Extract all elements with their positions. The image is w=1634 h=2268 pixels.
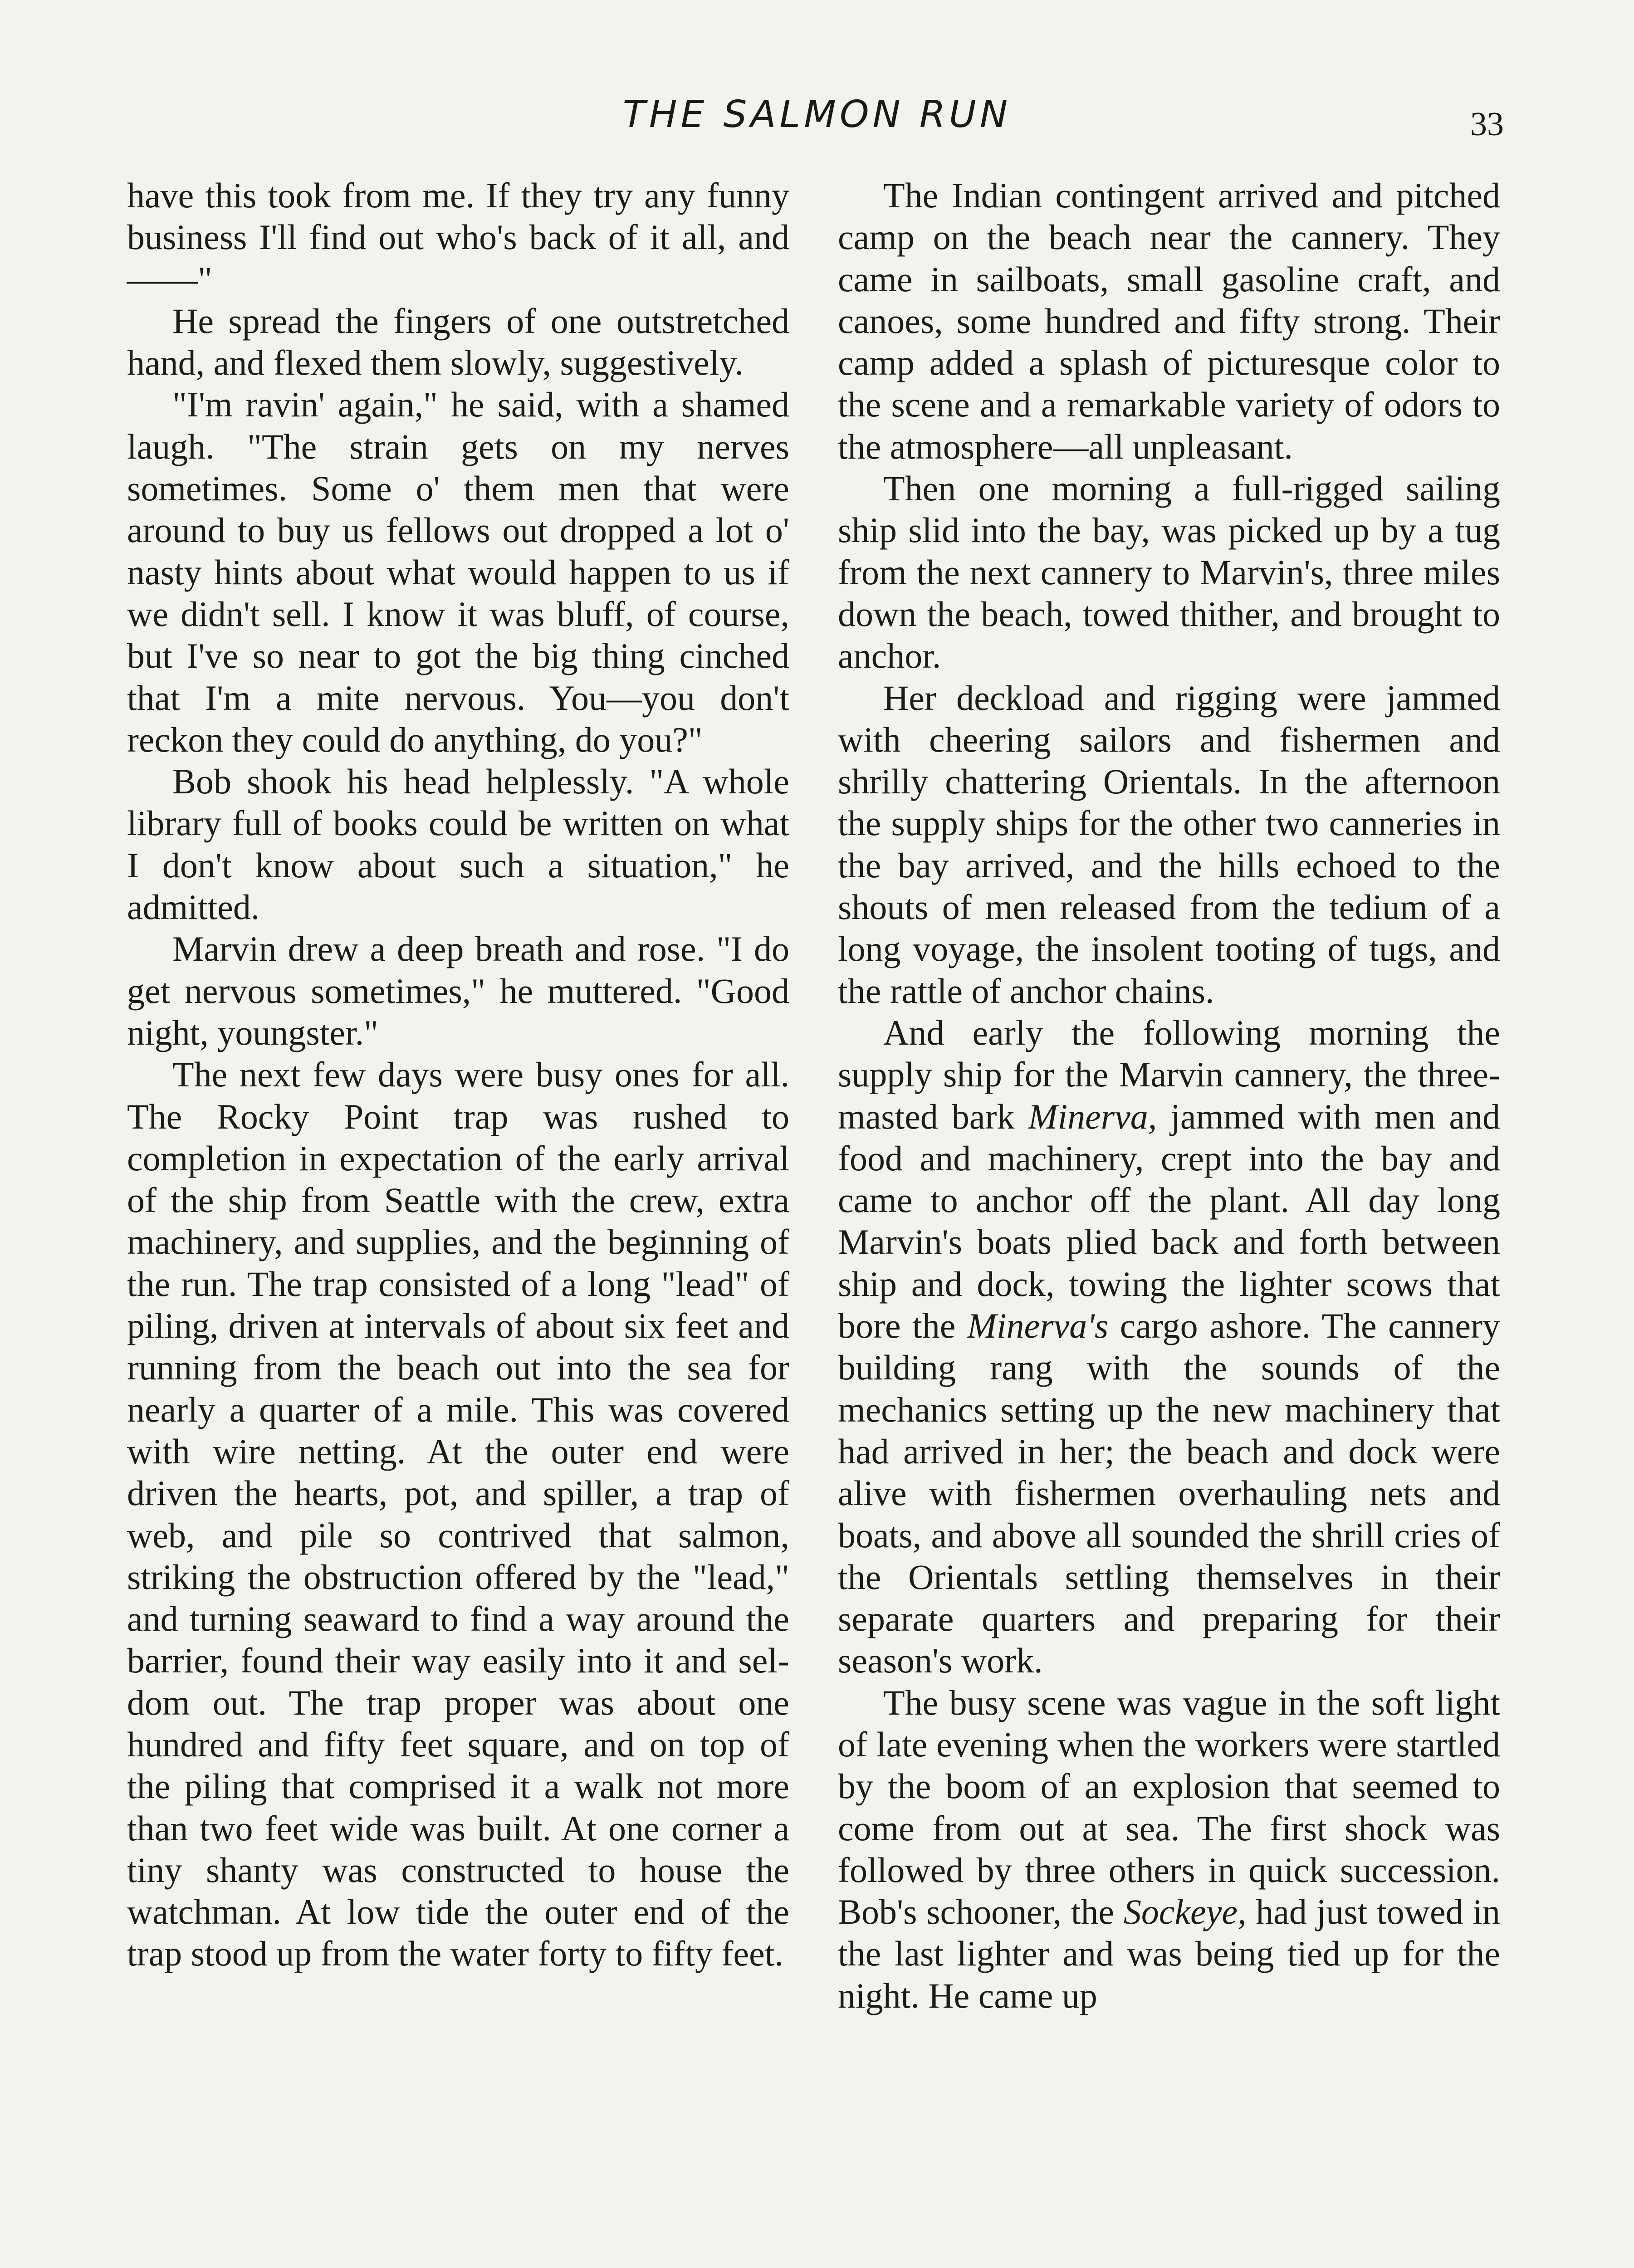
paragraph: Then one morning a full-rigged sailing ship slid into the bay, was picked up by a tug from the next cannery to Marvin's, three miles down the beach, towed thither, and brought to anchor. <box>838 469 1500 676</box>
paragraph: The next few days were busy ones for all. The Rocky Point trap was rushed to completion in expectation of the early arrival of the ship from Seattle with the crew, extra machinery, and supplies, and the beginning of the run. The trap consisted of a long "lead" of piling, driven at intervals of about six feet and running from the beach out into the sea for nearly a quarter of a mile. This was covered with wire netting. At the outer end were driven the hearts, pot, and spiller, a trap of web, and pile so contrived that salmon, striking the obstruction offered by the "lead," and turning seaward to find a way around the barrier, found their way easily into it and seldom out. The trap proper was about one hundred and fifty feet square, and on top of the piling that comprised it a walk not more than two feet wide was built. At one corner a tiny shanty was constructed to house the watchman. At low tide the outer end of the trap stood up from the water forty to fifty feet. <box>127 1055 789 1974</box>
paragraph: Marvin drew a deep breath and rose. "I do get nervous sometimes," he muttered. "Good night, youngster." <box>127 929 789 1052</box>
paragraph: He spread the fingers of one outstretched hand, and flexed them slowly, suggestively. <box>127 301 789 383</box>
paragraph: have this took from me. If they try any funny business I'll find out who's back of it all, and——" <box>127 176 789 299</box>
right-column <box>838 175 1500 2017</box>
paragraph: The busy scene was vague in the soft light of late evening when the workers were startled by the boom of an explosion that seemed to come from out at sea. The first shock was followed by three others in quick succession. Bob's schooner, the Sockeye, had just towed in the last lighter and was being tied up for the night. He came up <box>838 1682 1501 2015</box>
paragraph: And early the following morning the supply ship for the Marvin cannery, the three-masted bark Minerva, jammed with men and food and machinery, crept into the bay and came to anchor off the plant. All day long Marvin's boats plied back and forth between ship and dock, towing the lighter scows that bore the Minerva's cargo ashore. The cannery building rang with the sounds of the mechanics setting up the new machinery that had arrived in her; the beach and dock were alive with fishermen overhauling nets and boats, and above all sounded the shrill cries of the Orientals settling themselves in their separate quarters and preparing for their season's work. <box>838 1012 1501 1681</box>
paragraph: Her deckload and rigging were jammed with cheering sailors and fishermen and shrilly chattering Orientals. In the afternoon the supply ships for the other two canneries in the bay arrived, and the hills echoed to the shouts of men released from the tedium of a long voyage, the insolent tooting of tugs, and the rattle of anchor chains. <box>838 678 1500 1011</box>
left-column <box>127 175 789 1975</box>
paragraph: "I'm ravin' again," he said, with a shamed laugh. "The strain gets on my nerves sometimes. Some o' them men that were around to buy us fellows out dropped a lot o' nasty hints about what would happen to us if we didn't sell. I know it was bluff, of course, but I've so near to got the big thing cinched that I'm a mite nervous. You—you don't reckon they could do anything, do you?" <box>127 385 789 759</box>
paragraph: The Indian contingent arrived and pitched camp on the beach near the cannery. They came in sailboats, small gasoline craft, and canoes, some hundred and fifty strong. Their camp added a splash of picturesque color to the scene and a remarkable variety of odors to the atmosphere—all unpleasant. <box>838 176 1500 466</box>
page-number: 33 <box>1470 106 1504 143</box>
running-title: THE SALMON RUN <box>622 93 1012 136</box>
paragraph: Bob shook his head helplessly. "A whole library full of books could be written on what I don't know about such a situation," he admitted. <box>127 762 789 927</box>
